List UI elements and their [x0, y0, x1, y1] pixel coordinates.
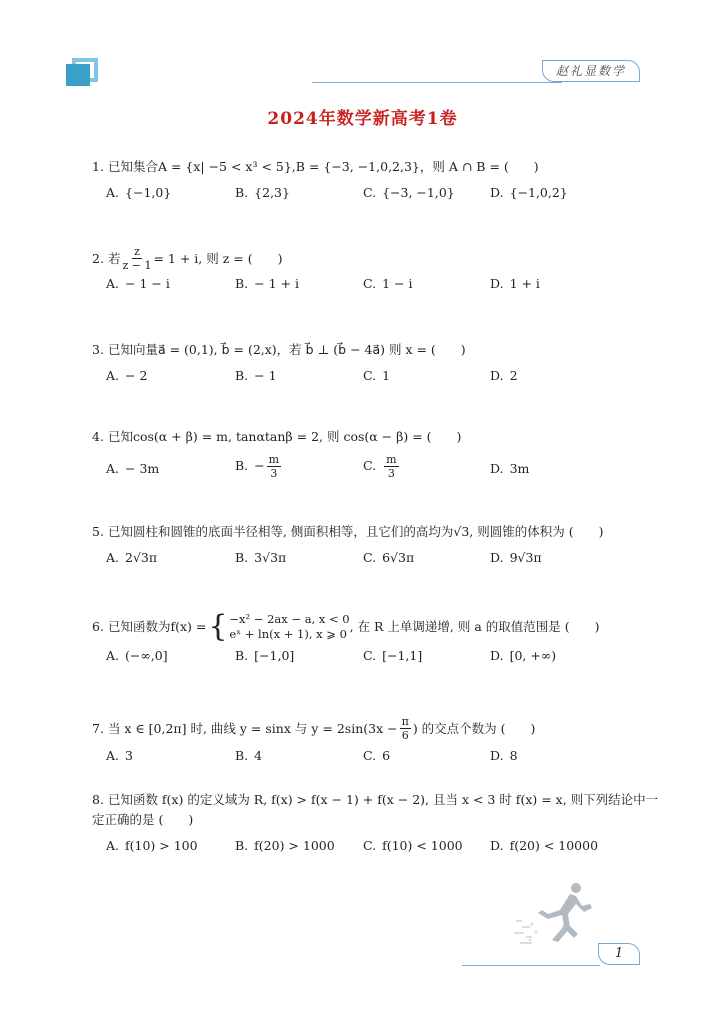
question-6: 6. 已知函数为f(x) = { −x² − 2ax − a, x < 0 eˣ + ln(x + 1), x ⩾ 0 , 在 R 上单调递增, 则 a 的取值范围是 ( ) A. (−∞,0] B. [−1,0] C. [−1,1] D. [0, +∞): [92, 612, 662, 666]
question-1: [92, 157, 662, 203]
question-stem: 已知向量a⃗ = (0,1), b⃗ = (2,x)，若 b⃗ ⊥ (b⃗ − 4a⃗) 则 x = ( ): [107, 342, 466, 357]
option-b: B. − 1: [235, 368, 277, 383]
option-d: D. {−1,0,2}: [490, 185, 568, 200]
question-2: 2. 若 $\frac{z}{z - 1}$ = 1 + i, 则 z = ( ) A. − 1 − i B. − 1 + i C. 1 − i D. 1 + i: [92, 245, 662, 294]
option-c: C. f(10) < 1000: [363, 838, 463, 853]
fraction: $\frac{z}{z - 1}$: [122, 245, 152, 272]
options: [92, 836, 662, 856]
option-c: C. $\frac{m}{3}$: [363, 453, 397, 480]
question-number: 8.: [92, 792, 104, 807]
question-3: [92, 340, 662, 386]
options: [92, 746, 662, 766]
fraction: $\frac{\pi}{6}$: [401, 715, 409, 742]
options: [92, 453, 662, 483]
question-stem: 已知圆柱和圆锥的底面半径相等, 侧面积相等，且它们的高均为√3, 则圆锥的体积为 ( ): [107, 524, 604, 539]
question-number: 2.: [92, 250, 104, 266]
question-8: [92, 790, 662, 856]
option-b: B. − $\frac{m}{3}$: [235, 453, 280, 480]
option-d: D. 3m: [490, 461, 530, 476]
option-c: C. 6: [363, 748, 391, 763]
option-a: A. {−1,0}: [106, 185, 172, 200]
option-a: A. 3: [106, 748, 133, 763]
page-number: 1: [598, 943, 640, 965]
option-b: B. [−1,0]: [235, 648, 295, 663]
question-number: 5.: [92, 524, 104, 539]
option-d: D. 9√3π: [490, 550, 542, 565]
option-b: B. − 1 + i: [235, 276, 299, 291]
question-7: 7. 当 x ∈ [0,2π] 时, 曲线 y = sinx 与 y = 2sin(3x − $\frac{\pi}{6}$ ) 的交点个数为 ( ) A. 3 B. 4 C. 6 D. 8: [92, 715, 662, 766]
question-5: [92, 522, 662, 568]
option-d: D. [0, +∞): [490, 648, 557, 663]
question-4: [92, 427, 662, 483]
footer-rule: [462, 965, 600, 966]
option-b: B. 4: [235, 748, 263, 763]
option-b: B. {2,3}: [235, 185, 290, 200]
option-a: A. (−∞,0]: [106, 648, 168, 663]
question-stem-continued: 定正确的是 ( ): [92, 812, 194, 827]
option-a: A. − 2: [106, 368, 148, 383]
question-number: 1.: [92, 159, 104, 174]
option-c: C. 1 − i: [363, 276, 413, 291]
option-c: C. {−3, −1,0}: [363, 185, 455, 200]
question-number: 4.: [92, 429, 104, 444]
option-d: D. 8: [490, 748, 518, 763]
option-b: B. 3√3π: [235, 550, 287, 565]
question-stem: 已知函数 f(x) 的定义域为 R, f(x) > f(x − 1) + f(x − 2), 且当 x < 3 时 f(x) = x, 则下列结论中一: [107, 792, 659, 807]
option-c: C. 6√3π: [363, 550, 415, 565]
runner-icon: [512, 880, 602, 950]
options: [92, 366, 662, 386]
question-number: 7.: [92, 720, 104, 736]
option-d: D. f(20) < 10000: [490, 838, 599, 853]
option-d: D. 2: [490, 368, 518, 383]
option-a: A. 2√3π: [106, 550, 158, 565]
question-stem: 已知cos(α + β) = m, tanαtanβ = 2, 则 cos(α − β) = ( ): [107, 429, 462, 444]
option-c: C. 1: [363, 368, 391, 383]
options: [92, 274, 662, 294]
options: [92, 548, 662, 568]
brand-tag: 赵礼显数学: [542, 60, 640, 82]
option-a: A. f(10) > 100: [106, 838, 198, 853]
option-a: A. − 1 − i: [106, 276, 170, 291]
question-stem: 已知集合A = {x| −5 < x³ < 5},B = {−3, −1,0,2,3}，则 A ∩ B = ( ): [107, 159, 539, 174]
options: [92, 183, 662, 203]
options: [92, 646, 662, 666]
question-number: 6.: [92, 619, 104, 634]
logo-icon: [66, 58, 100, 88]
option-b: B. f(20) > 1000: [235, 838, 335, 853]
question-number: 3.: [92, 342, 104, 357]
option-c: C. [−1,1]: [363, 648, 423, 663]
header-rule: [312, 82, 562, 83]
option-d: D. 1 + i: [490, 276, 540, 291]
option-a: A. − 3m: [106, 461, 160, 476]
piecewise-function: { −x² − 2ax − a, x < 0 eˣ + ln(x + 1), x ⩾ 0: [208, 609, 350, 644]
page-title: 2024年数学新高考1卷: [267, 109, 458, 129]
